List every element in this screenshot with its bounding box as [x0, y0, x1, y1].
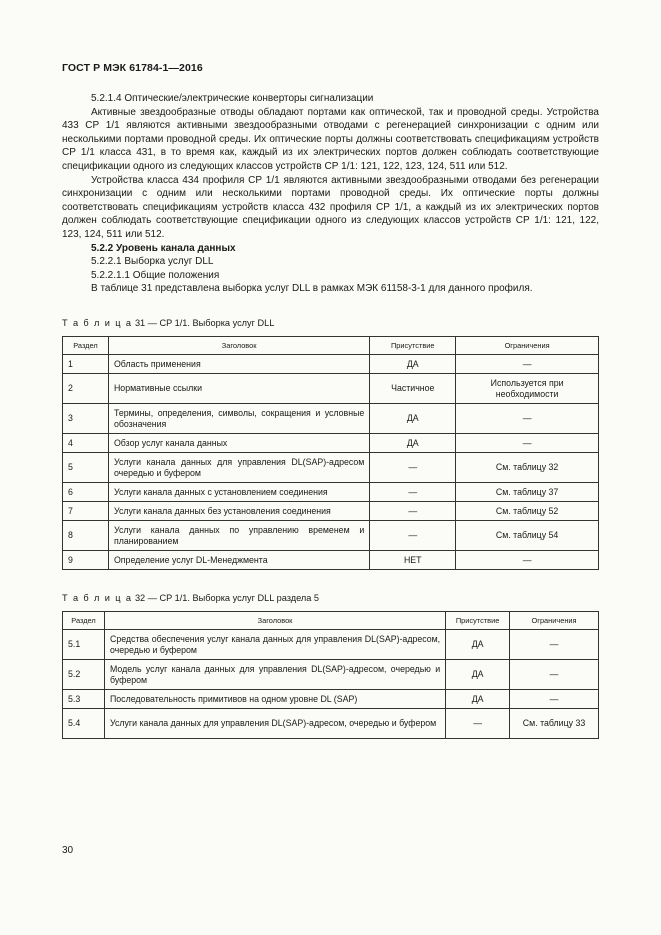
cell-section: 5.3 [63, 690, 105, 709]
cell-restriction: См. таблицу 37 [456, 483, 599, 502]
section-heading: 5.2.2 Уровень канала данных [91, 242, 236, 254]
cell-section: 9 [63, 551, 109, 570]
cell-section: 4 [63, 434, 109, 453]
table-31 [62, 336, 599, 570]
cell-title: Услуги канала данных по управлению временем и планированием [108, 521, 369, 551]
table-32 [62, 611, 599, 739]
cell-section: 1 [63, 355, 109, 374]
cell-presence: ДА [446, 660, 510, 690]
cell-title: Услуги канала данных для управления DL(SAP)-адресом очередью и буфером [108, 453, 369, 483]
cell-presence: — [446, 709, 510, 739]
column-header: Ограничения [510, 612, 599, 630]
cell-presence: — [370, 453, 456, 483]
column-header: Заголовок [104, 612, 445, 630]
cell-presence: ДА [446, 690, 510, 709]
table-row [63, 690, 599, 709]
body-text [62, 92, 599, 296]
column-header: Ограничения [456, 337, 599, 355]
table-32-caption [62, 593, 319, 603]
cell-presence: ДА [446, 630, 510, 660]
cell-restriction: — [456, 355, 599, 374]
cell-section: 2 [63, 374, 109, 404]
cell-presence: ДА [370, 404, 456, 434]
page-number: 30 [62, 845, 74, 856]
cell-title: Услуги канала данных с установлением соединения [108, 483, 369, 502]
table-caption-text: 31 — CP 1/1. Выборка услуг DLL [134, 318, 275, 328]
cell-title: Модель услуг канала данных для управления DL(SAP)-адресом, очередью и буфером [104, 660, 445, 690]
cell-presence: Частичное [370, 374, 456, 404]
section-heading: 5.2.2.1 Выборка услуг DLL [91, 256, 214, 268]
paragraph: Активные звездообразные отводы обладают портами как оптической, так и проводной среды. Устройства 433 СР 1/1 являются активными звездообразными отводами с регенерацией синхронизации с одним или несколькими портами проводной среды. Их оптические порты должны соответствовать спецификациям устройств СР 1/1 класса 431, в то время как, каждый из их электрических портов должен соблюдать соответствующие спецификации одного из следующих классов устройств СР 1/1: 121, 122, 123, 124, 511 или 512. [62, 106, 599, 172]
table-row [63, 630, 599, 660]
paragraph: Устройства класса 434 профиля СР 1/1 являются активными звездообразными отводами без регенерации синхронизации с одним или несколькими портами проводной среды. Их оптические порты должны соответствовать спецификациям устройств класса 432 профиля СР 1/1, а каждый из их электрических портов должен соблюдать соответствующие спецификации одного из следующих классов устройств СР 1/1: 121, 122, 123, 124, 511 или 512. [62, 174, 599, 240]
cell-restriction: — [510, 690, 599, 709]
cell-title: Термины, определения, символы, сокращения и условные обозначения [108, 404, 369, 434]
cell-section: 5.2 [63, 660, 105, 690]
cell-section: 7 [63, 502, 109, 521]
table-row [63, 355, 599, 374]
cell-title: Услуги канала данных для управления DL(SAP)-адресом, очередью и буфером [104, 709, 445, 739]
cell-restriction: — [456, 404, 599, 434]
paragraph: В таблице 31 представлена выборка услуг DLL в рамках МЭК 61158-3-1 для данного профиля. [91, 283, 533, 295]
cell-section: 5.4 [63, 709, 105, 739]
table-caption-label: Т а б л и ц а [62, 593, 133, 603]
cell-section: 6 [63, 483, 109, 502]
cell-presence: — [370, 502, 456, 521]
table-row [63, 374, 599, 404]
table-header-row [63, 612, 599, 630]
table-row [63, 434, 599, 453]
cell-presence: — [370, 483, 456, 502]
table-caption-label: Т а б л и ц а [62, 318, 133, 328]
table-row [63, 453, 599, 483]
cell-section: 3 [63, 404, 109, 434]
table-row [63, 483, 599, 502]
table-31-caption [62, 318, 274, 328]
cell-restriction: — [510, 630, 599, 660]
column-header: Присутствие [446, 612, 510, 630]
cell-presence: ДА [370, 355, 456, 374]
cell-section: 5.1 [63, 630, 105, 660]
table-caption-text: 32 — CP 1/1. Выборка услуг DLL раздела 5 [134, 593, 320, 603]
column-header: Раздел [63, 337, 109, 355]
cell-restriction: — [456, 551, 599, 570]
table-row [63, 502, 599, 521]
column-header: Заголовок [108, 337, 369, 355]
table-row [63, 660, 599, 690]
cell-restriction: См. таблицу 33 [510, 709, 599, 739]
cell-restriction: См. таблицу 54 [456, 521, 599, 551]
column-header: Присутствие [370, 337, 456, 355]
cell-presence: ДА [370, 434, 456, 453]
cell-section: 8 [63, 521, 109, 551]
cell-presence: НЕТ [370, 551, 456, 570]
cell-title: Обзор услуг канала данных [108, 434, 369, 453]
cell-presence: — [370, 521, 456, 551]
cell-restriction: См. таблицу 52 [456, 502, 599, 521]
cell-title: Область применения [108, 355, 369, 374]
cell-restriction: Используется при необходимости [456, 374, 599, 404]
table-header-row [63, 337, 599, 355]
cell-title: Услуги канала данных без установления соединения [108, 502, 369, 521]
table-row [63, 521, 599, 551]
cell-restriction: См. таблицу 32 [456, 453, 599, 483]
cell-title: Определение услуг DL-Менеджмента [108, 551, 369, 570]
cell-title: Последовательность примитивов на одном уровне DL (SAP) [104, 690, 445, 709]
table-row [63, 709, 599, 739]
document-header: ГОСТ Р МЭК 61784-1—2016 [62, 62, 203, 74]
cell-title: Нормативные ссылки [108, 374, 369, 404]
column-header: Раздел [63, 612, 105, 630]
table-row [63, 404, 599, 434]
cell-title: Средства обеспечения услуг канала данных для управления DL(SAP)-адресом, очередью и буфером [104, 630, 445, 660]
cell-restriction: — [510, 660, 599, 690]
table-row [63, 551, 599, 570]
section-heading: 5.2.1.4 Оптические/электрические конверторы сигнализации [91, 93, 374, 104]
section-heading: 5.2.2.1.1 Общие положения [91, 269, 220, 281]
cell-restriction: — [456, 434, 599, 453]
cell-section: 5 [63, 453, 109, 483]
